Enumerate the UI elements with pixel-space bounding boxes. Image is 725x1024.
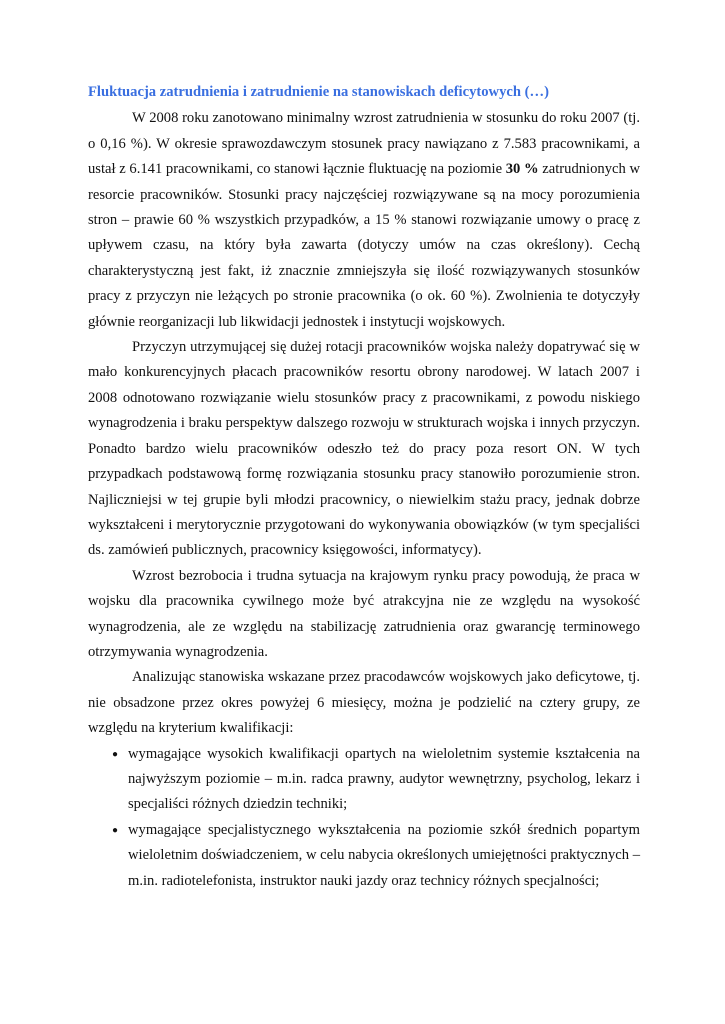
paragraph-deficit-positions: Analizując stanowiska wskazane przez pracodawców wojskowych jako deficytowe, tj. nie obsadzone przez okres powyżej 6 miesięcy, można je podzielić na cztery grupy, ze względu na kryterium kwalifikacji:: [88, 669, 640, 737]
list-item: [88, 818, 640, 894]
list-item-text: wymagające wysokich kwalifikacji opartych na wieloletnim systemie kształcenia na najwyższym poziomie – m.in. radca prawny, audytor wewnętrzny, psycholog, lekarz i specjaliści różnych dziedzin techniki;: [128, 745, 640, 813]
section-heading: Fluktuacja zatrudnienia i zatrudnienie na stanowiskach deficytowych (…): [88, 84, 549, 100]
paragraph-fluctuation: [88, 106, 640, 335]
paragraph-unemployment: Wzrost bezrobocia i trudna sytuacja na krajowym rynku pracy powodują, że praca w wojsku dla pracownika cywilnego może być atrakcyjna nie ze względu na wysokość wynagrodzenia, ale ze względu na stabilizację zatrudnienia oraz gwarancję terminowego otrzymywania wynagrodzenia.: [88, 567, 640, 660]
bullet-icon: ●: [112, 824, 119, 836]
fluctuation-percentage: 30 %: [505, 161, 539, 178]
list-item: [88, 742, 640, 818]
paragraph-fluctuation-text-end: zatrudnionych w resorcie pracowników. Stosunki pracy najczęściej rozwiązywane są na mocy porozumienia stron – prawie 60 % wszystkich przypadków, a 15 % stanowi rozwiązanie umowy o pracę z upływem czasu, na który była zawarta (dotyczy umów na czas określony). Cechą charakterystyczną jest fakt, iż znacznie zmniejszyła się ilość rozwiązywanych stosunków pracy z przyczyn nie leżących po stronie pracownika (o ok. 60 %). Zwolnienia te dotyczyły głównie reorganizacji lub likwidacji jednostek i instytucji wojskowych.: [88, 161, 640, 330]
paragraph-fluctuation-text-start: W 2008 roku zanotowano minimalny wzrost zatrudnienia w stosunku do roku 2007 (tj. o 0,16 %). W okresie sprawozdawczym stosunek pracy nawiązano z 7.583 pracownikami, a ustał z 6.141 pracownikami, co stanowi łącznie fluktuację na poziomie: [88, 110, 640, 178]
list-item-text: wymagające specjalistycznego wykształcenia na poziomie szkół średnich popartym wieloletnim doświadczeniem, w celu nabycia określonych umiejętności praktycznych – m.in. radiotelefonista, instruktor nauki jazdy oraz technicy różnych specjalności;: [128, 821, 640, 889]
document-page: [88, 80, 640, 894]
qualification-groups-list: [88, 742, 640, 894]
paragraph-rotation-causes: Przyczyn utrzymującej się dużej rotacji pracowników wojska należy dopatrywać się w mało konkurencyjnych płacach pracowników resortu obrony narodowej. W latach 2007 i 2008 odnotowano rozwiązanie wielu stosunków pracy z pracownikami, z powodu niskiego wynagrodzenia i braku perspektyw dalszego rozwoju w strukturach wojska i innych przyczyn. Ponadto bardzo wielu pracowników odeszło też do pracy poza resort ON. W tych przypadkach podstawową formę rozwiązania stosunku pracy stanowiło porozumienie stron. Najliczniejsi w tej grupie byli młodzi pracownicy, o niewielkim stażu pracy, jednak dobrze wykształceni i merytorycznie przygotowani do wykonywania obowiązków (w tym specjaliści ds. zamówień publicznych, pracownicy księgowości, informatycy).: [88, 339, 640, 559]
bullet-icon: ●: [112, 748, 119, 760]
